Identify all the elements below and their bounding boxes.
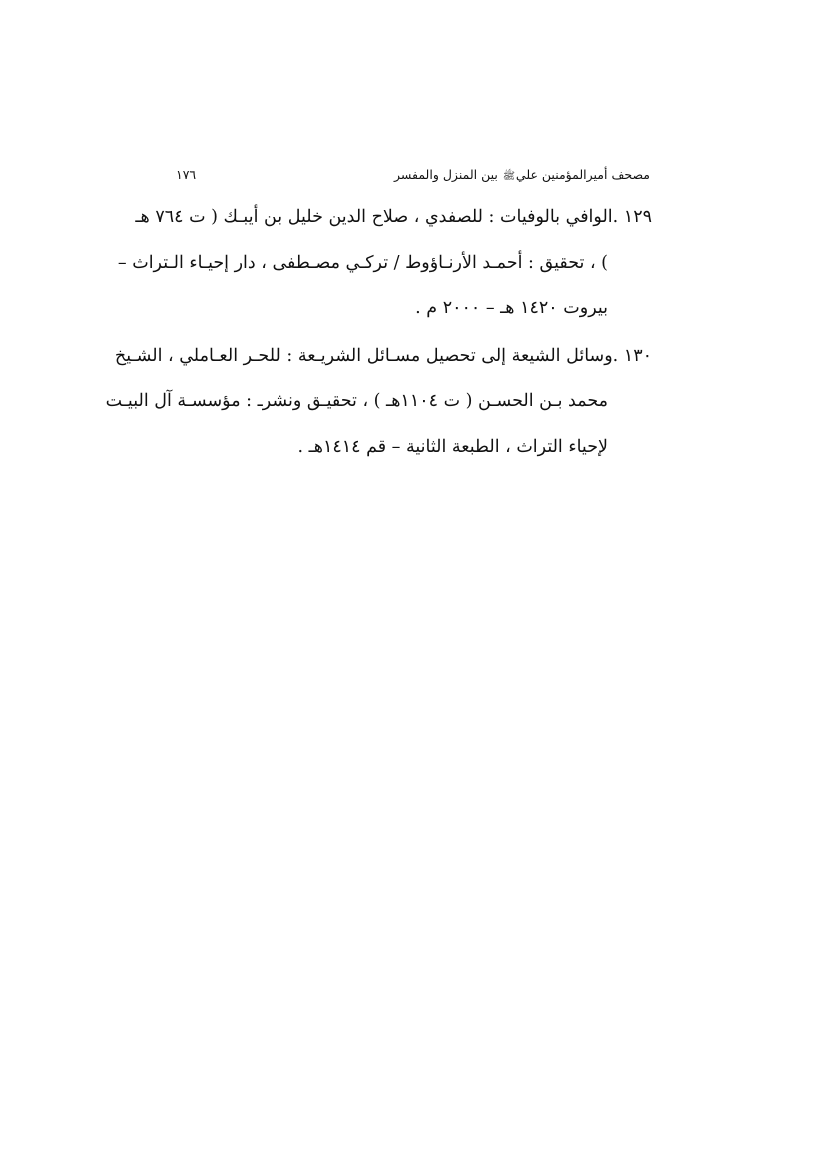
header-title-rest: بين المنزل والمفسر	[393, 167, 498, 182]
running-header	[176, 164, 650, 186]
entry-line-text: وسائل الشيعة إلى تحصيل مسـائل الشريـعة : للحـر العـاملي ، الشـيخ	[114, 345, 613, 366]
entry-line	[114, 334, 652, 380]
entry-line-text: الوافي بالوفيات : للصفدي ، صلاح الدين خليل بن أيبـك ( ت ٧٦٤ هـ	[135, 207, 613, 227]
entry-line: لإحياء التراث ، الطبعة الثانية – قم ١٤١٤هـ .	[297, 436, 608, 457]
entry-line: بيروت ١٤٢٠ هـ – ٢٠٠٠ م .	[415, 298, 608, 318]
bibliography-list	[105, 195, 652, 470]
header-title	[394, 164, 650, 188]
honorific-mark: ﷺ	[502, 171, 515, 182]
entry-number: ١٣٠ .	[612, 345, 652, 366]
entry-line	[135, 195, 652, 241]
entry-line: ) ، تحقيق : أحمـد الأرنـاؤوط / تركـي مصـطفى ، دار إحيـاء الـتراث –	[117, 252, 608, 273]
bibliography-entry-129	[117, 195, 652, 332]
bibliography-entry-130	[105, 334, 652, 471]
entry-number: ١٢٩ .	[612, 207, 652, 227]
page-number: ١٧٦	[176, 167, 197, 182]
header-title-text: مصحف أميرالمؤمنين علي	[515, 167, 650, 182]
entry-line: محمد بـن الحسـن ( ت ١١٠٤هـ ) ، تحقيـق ونشرـ : مؤسسـة آل البيـت	[105, 391, 608, 411]
